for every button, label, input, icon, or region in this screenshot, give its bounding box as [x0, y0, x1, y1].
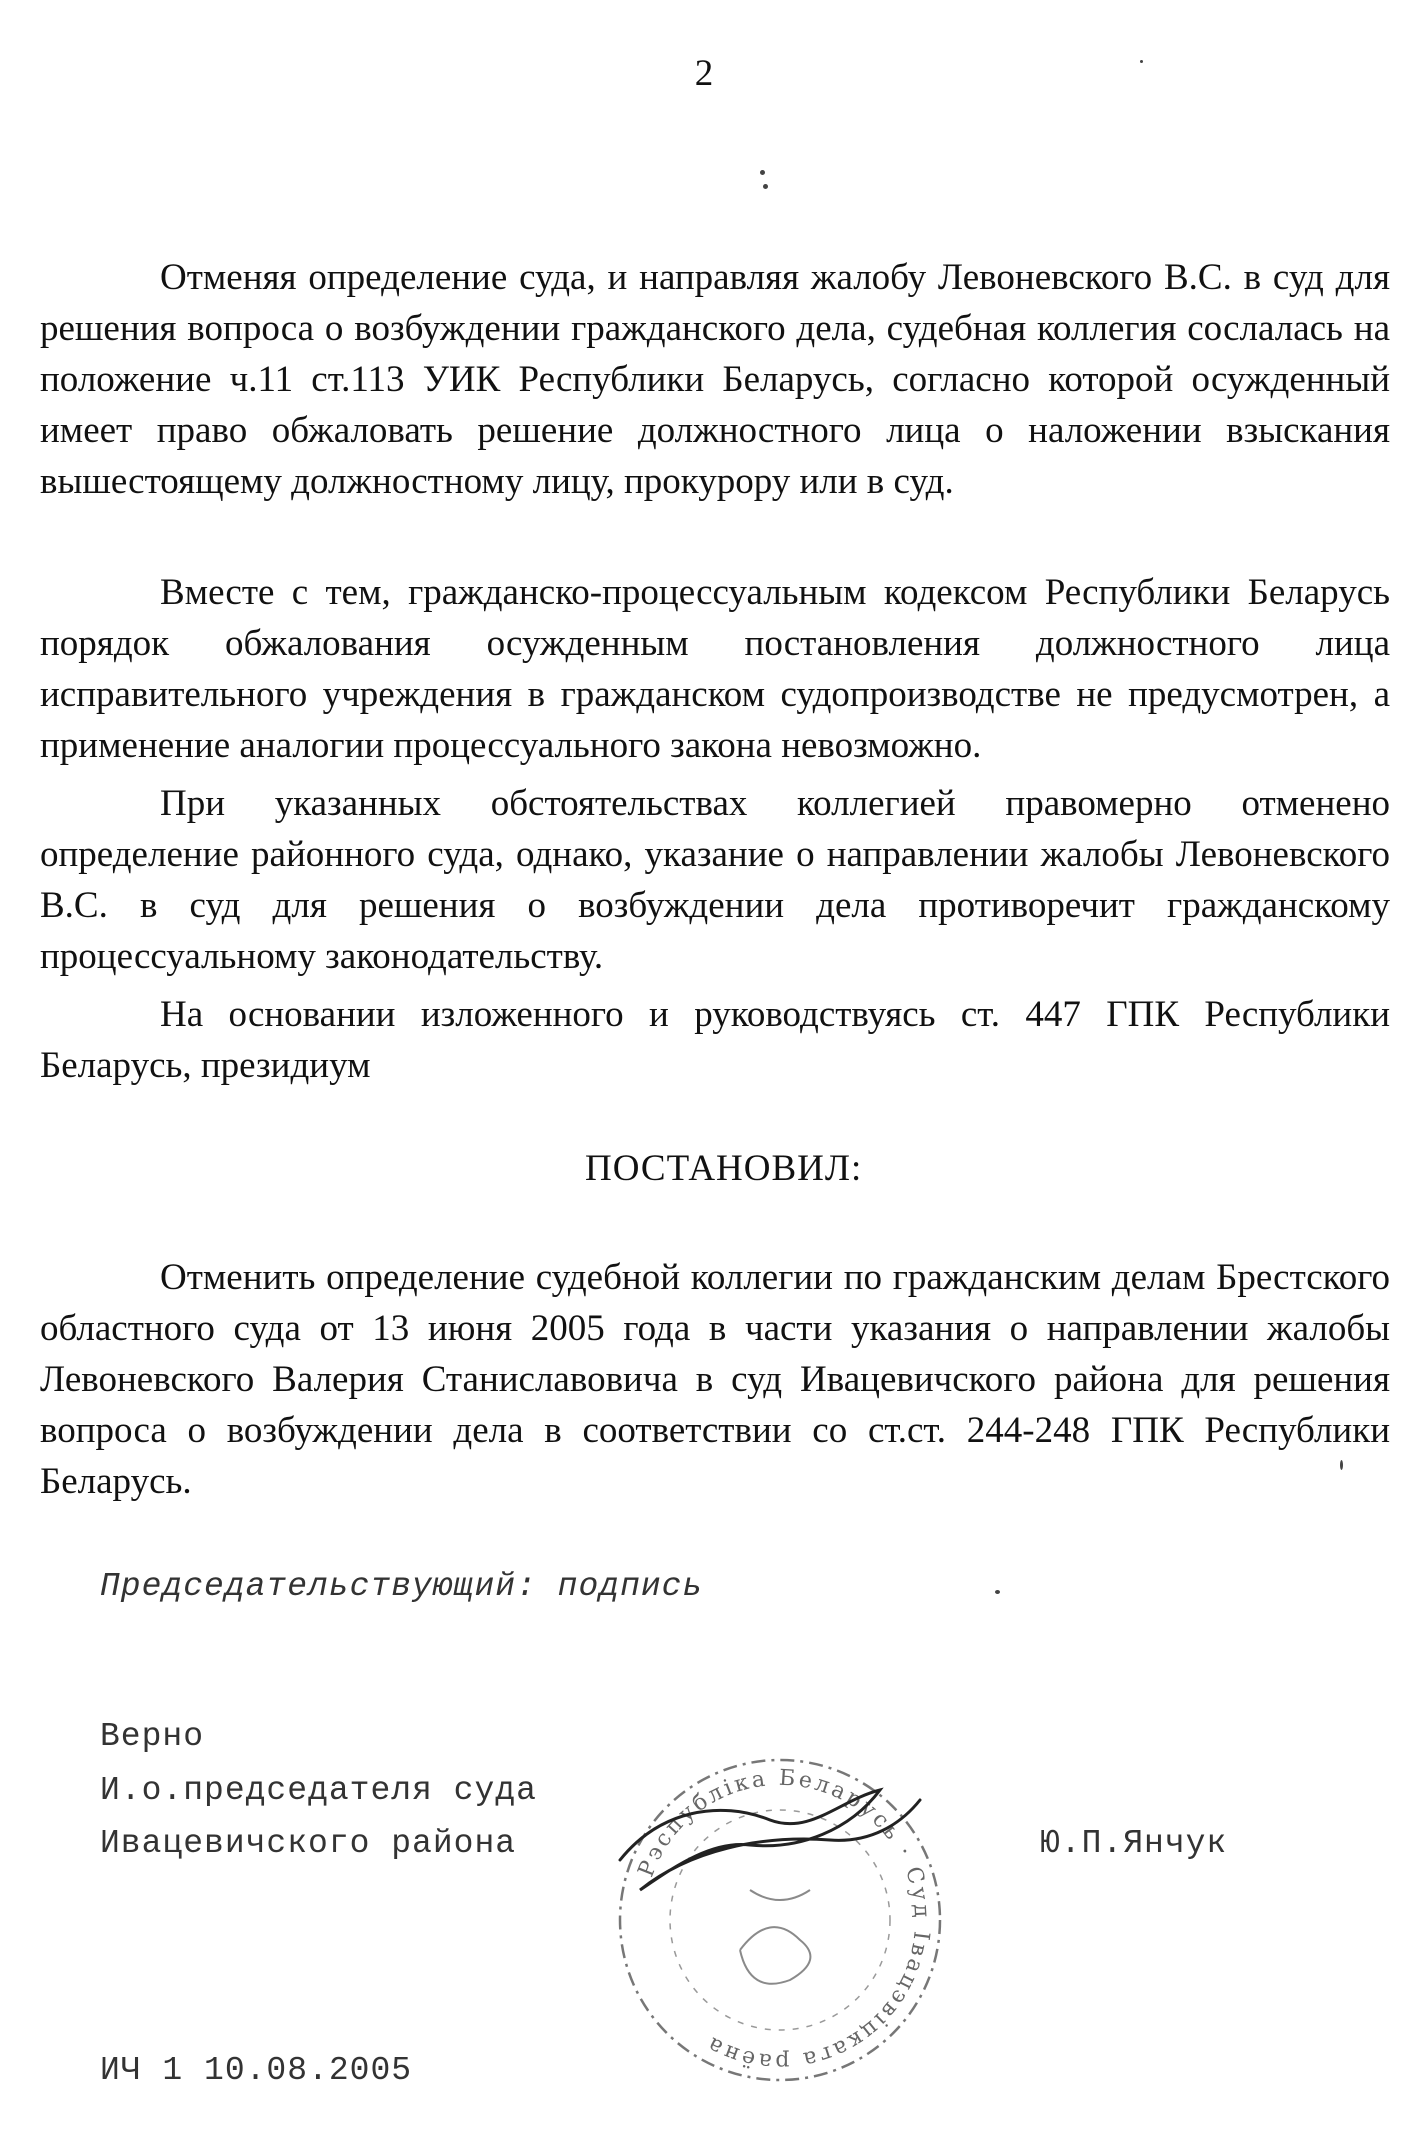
stamp-text: Рэспубліка Беларусь · Суд Івацэвіцкага раёна	[633, 1765, 935, 2075]
paragraph-1	[40, 252, 1390, 507]
paragraph-3-text: При указанных обстоятельствах коллегией правомерно отменено определение районного суда, однако, указание о направлении жалобы Левоневского В.С. в суд для решения о возбуждении дела противоречит гражданскому процессуальному законодательству.	[40, 783, 1390, 977]
presiding-signature-line: Председательствующий: подпись	[100, 1568, 704, 1605]
page-number: 2	[694, 53, 714, 94]
certification-role: И.о.председателя суда	[100, 1772, 537, 1809]
document-reference: ИЧ 1 10.08.2005	[100, 2052, 413, 2089]
paragraph-4	[40, 989, 1390, 1091]
resolution-paragraph	[40, 1252, 1390, 1507]
signatory-name: Ю.П.Янчук	[1040, 1825, 1228, 1862]
scan-speck	[760, 170, 765, 175]
paragraph-2	[40, 567, 1390, 771]
svg-text:Рэспубліка Беларусь · Суд Івац	[634, 1766, 935, 2074]
resolution-text: Отменить определение судебной коллегии по гражданским делам Брестского областного суда от 13 июня 2005 года в части указания о направлении жалобы Левоневского Валерия Станиславовича в суд Ивацевичского района для решения вопроса о возбуждении дела в соответствии со ст.ст. 244-248 ГПК Республики Беларусь.	[40, 1257, 1390, 1502]
certification-verno: Верно	[100, 1718, 205, 1755]
resolution-heading: ПОСТАНОВИЛ:	[585, 1148, 863, 1189]
scan-speck	[995, 1590, 1000, 1594]
paragraph-1-text: Отменяя определение суда, и направляя жалобу Левоневского В.С. в суд для решения вопроса о возбуждении гражданского дела, судебная коллегия сослалась на положение ч.11 ст.113 УИК Республики Беларусь, согласно которой осужденный имеет право обжаловать решение должностного лица о наложении взыскания вышестоящему должностному лицу, прокурору или в суд.	[40, 257, 1390, 502]
scan-speck	[763, 184, 768, 189]
paragraph-2-text: Вместе с тем, гражданско-процессуальным кодексом Республики Беларусь порядок обжалования осужденным постановления должностного лица исправительного учреждения в гражданском судопроизводстве не предусмотрен, а применение аналогии процессуального закона невозможно.	[40, 572, 1390, 766]
certification-district: Ивацевичского района	[100, 1825, 517, 1862]
paragraph-3	[40, 778, 1390, 982]
court-seal-stamp	[600, 1740, 960, 2100]
scan-speck	[1140, 60, 1143, 63]
scan-speck	[1340, 1460, 1343, 1470]
paragraph-4-text: На основании изложенного и руководствуясь ст. 447 ГПК Республики Беларусь, президиум	[40, 994, 1390, 1086]
